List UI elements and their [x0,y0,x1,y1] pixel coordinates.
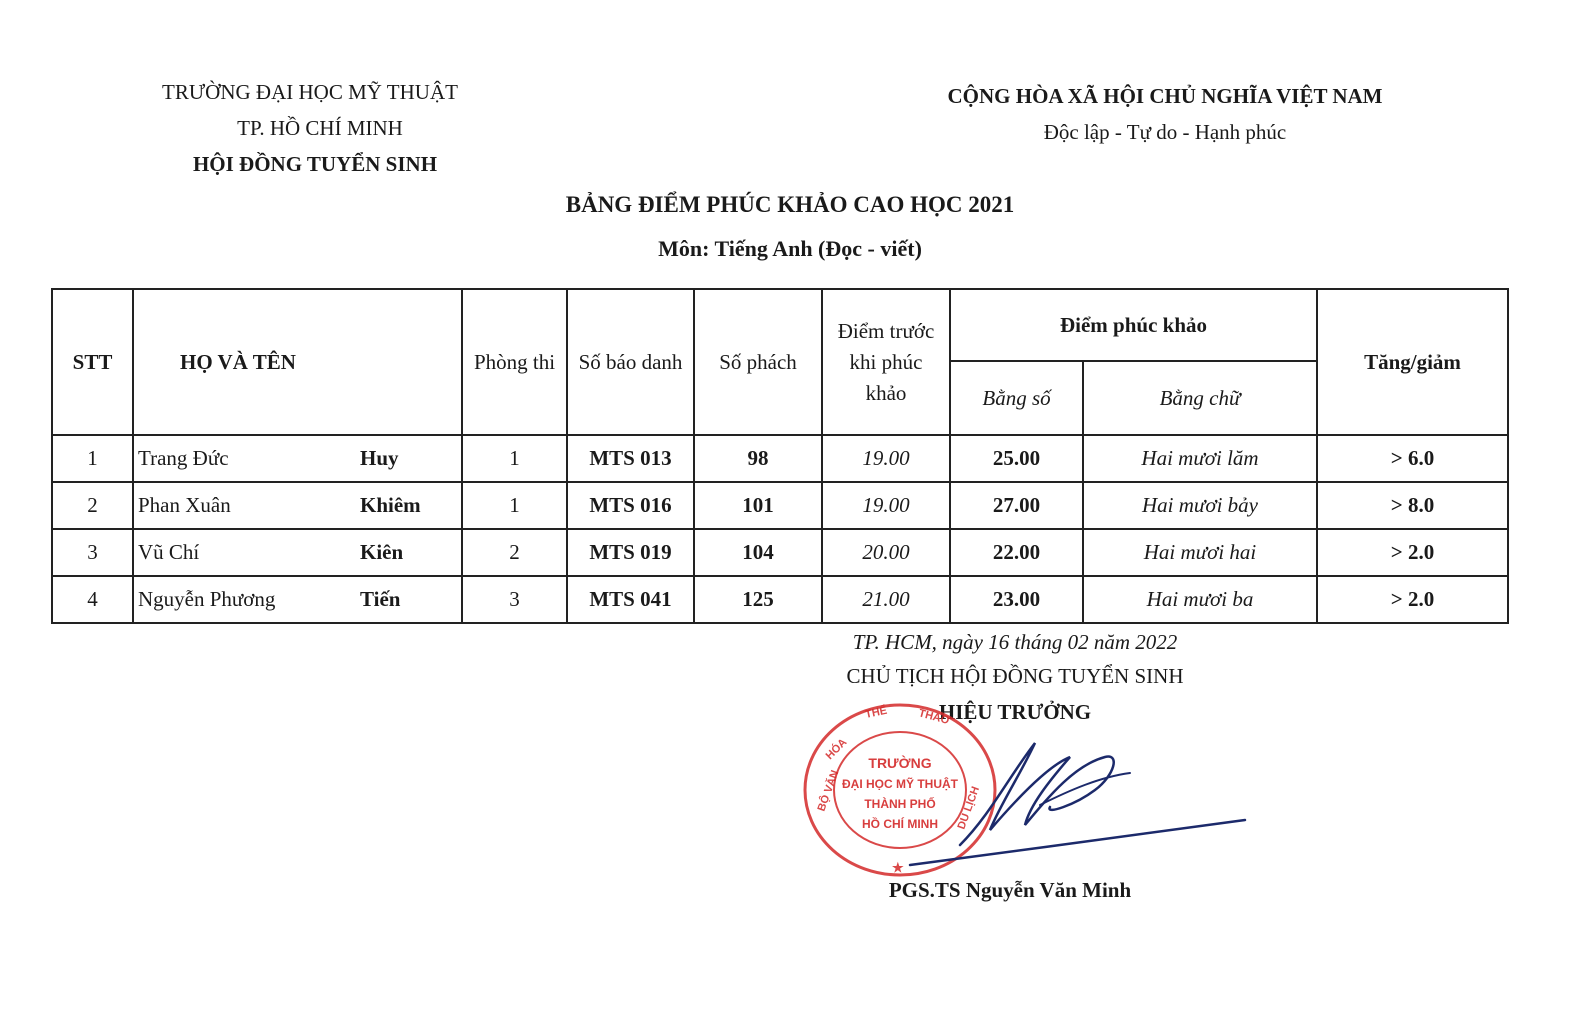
issuer-header [150,74,470,182]
cell-last-name: Kiên [360,540,404,564]
cell-score-words: Hai mươi ba [1083,576,1317,623]
document-subtitle: Môn: Tiếng Anh (Đọc - viết) [658,236,922,261]
header-stt: STT [52,289,133,435]
cell-candidate-no: MTS 016 [567,482,694,529]
signer-name: PGS.TS Nguyễn Văn Minh [888,878,1132,902]
table-row [52,529,1508,576]
stamp-line4: HỒ CHÍ MINH [862,817,938,831]
cell-room: 2 [462,529,567,576]
stamp-line3: THÀNH PHỐ [864,797,936,811]
cell-stt: 2 [52,482,133,529]
cell-score-number: 25.00 [950,435,1083,482]
header-score-before-line2: khi phúc [849,349,923,374]
cell-name [133,529,462,576]
handwritten-signature [900,735,1260,875]
table-row [52,435,1508,482]
cell-stt: 3 [52,529,133,576]
cell-stt: 1 [52,435,133,482]
cell-name [133,576,462,623]
header-review-score: Điểm phúc khảo [950,289,1317,361]
cell-score-number: 27.00 [950,482,1083,529]
cell-room: 1 [462,435,567,482]
header-score-before [822,289,950,435]
issuer-university: TRƯỜNG ĐẠI HỌC MỸ THUẬT [162,80,458,104]
issuer-city: TP. HỒ CHÍ MINH [237,116,403,140]
cell-name [133,482,462,529]
cell-score-before: 21.00 [822,576,950,623]
cell-first-name: Nguyễn Phương [138,587,276,611]
svg-text:HÓA: HÓA [823,736,850,763]
signature-title: HIỆU TRƯỞNG [938,700,1092,724]
svg-text:THỂ: THỂ [864,704,889,721]
header-in-words: Bằng chữ [1083,361,1317,435]
header-name: HỌ VÀ TÊN [133,289,462,435]
signature-role: CHỦ TỊCH HỘI ĐỒNG TUYỂN SINH [846,664,1184,688]
national-header [920,78,1410,150]
document-title: BẢNG ĐIỂM PHÚC KHẢO CAO HỌC 2021 [565,192,1015,217]
cell-code-no: 101 [694,482,822,529]
table-row [52,576,1508,623]
cell-change: > 6.0 [1317,435,1508,482]
score-table [51,288,1509,624]
signature-date: TP. HCM, ngày 16 tháng 02 năm 2022 [852,630,1178,654]
stamp-line2: ĐẠI HỌC MỸ THUẬT [842,777,958,791]
cell-candidate-no: MTS 013 [567,435,694,482]
svg-text:★: ★ [892,860,904,875]
cell-room: 1 [462,482,567,529]
stamp-line1: TRƯỜNG [868,755,932,771]
cell-score-words: Hai mươi bảy [1083,482,1317,529]
header-room: Phòng thi [462,289,567,435]
issuer-council: HỘI ĐỒNG TUYỂN SINH [192,152,438,176]
cell-name [133,435,462,482]
cell-score-before: 20.00 [822,529,950,576]
cell-code-no: 98 [694,435,822,482]
header-score-before-line1: Điểm trước [837,318,935,343]
svg-text:THAO: THAO [917,707,951,727]
header-in-number: Bằng số [950,361,1083,435]
national-name: CỘNG HÒA XÃ HỘI CHỦ NGHĨA VIỆT NAM [947,84,1383,108]
header-candidate-no: Số báo danh [567,289,694,435]
header-score-before-line3: khảo [865,380,907,405]
cell-code-no: 104 [694,529,822,576]
cell-candidate-no: MTS 041 [567,576,694,623]
cell-first-name: Vũ Chí [138,540,200,564]
cell-code-no: 125 [694,576,822,623]
table-row [52,482,1508,529]
cell-last-name: Khiêm [360,493,421,517]
cell-last-name: Tiến [360,587,401,611]
national-motto: Độc lập - Tự do - Hạnh phúc [1043,120,1287,144]
svg-text:BỘ VĂN: BỘ VĂN [815,768,842,814]
cell-change: > 2.0 [1317,576,1508,623]
cell-stt: 4 [52,576,133,623]
cell-score-number: 22.00 [950,529,1083,576]
cell-score-words: Hai mươi lăm [1083,435,1317,482]
cell-first-name: Trang Đức [138,446,229,470]
cell-first-name: Phan Xuân [138,493,231,517]
header-code-no: Số phách [694,289,822,435]
svg-text:DU LỊCH: DU LỊCH [955,785,983,832]
header-change: Tăng/giảm [1317,289,1508,435]
cell-last-name: Huy [360,446,399,470]
cell-score-before: 19.00 [822,482,950,529]
cell-room: 3 [462,576,567,623]
cell-change: > 8.0 [1317,482,1508,529]
cell-candidate-no: MTS 019 [567,529,694,576]
cell-score-number: 23.00 [950,576,1083,623]
cell-score-words: Hai mươi hai [1083,529,1317,576]
cell-score-before: 19.00 [822,435,950,482]
cell-change: > 2.0 [1317,529,1508,576]
